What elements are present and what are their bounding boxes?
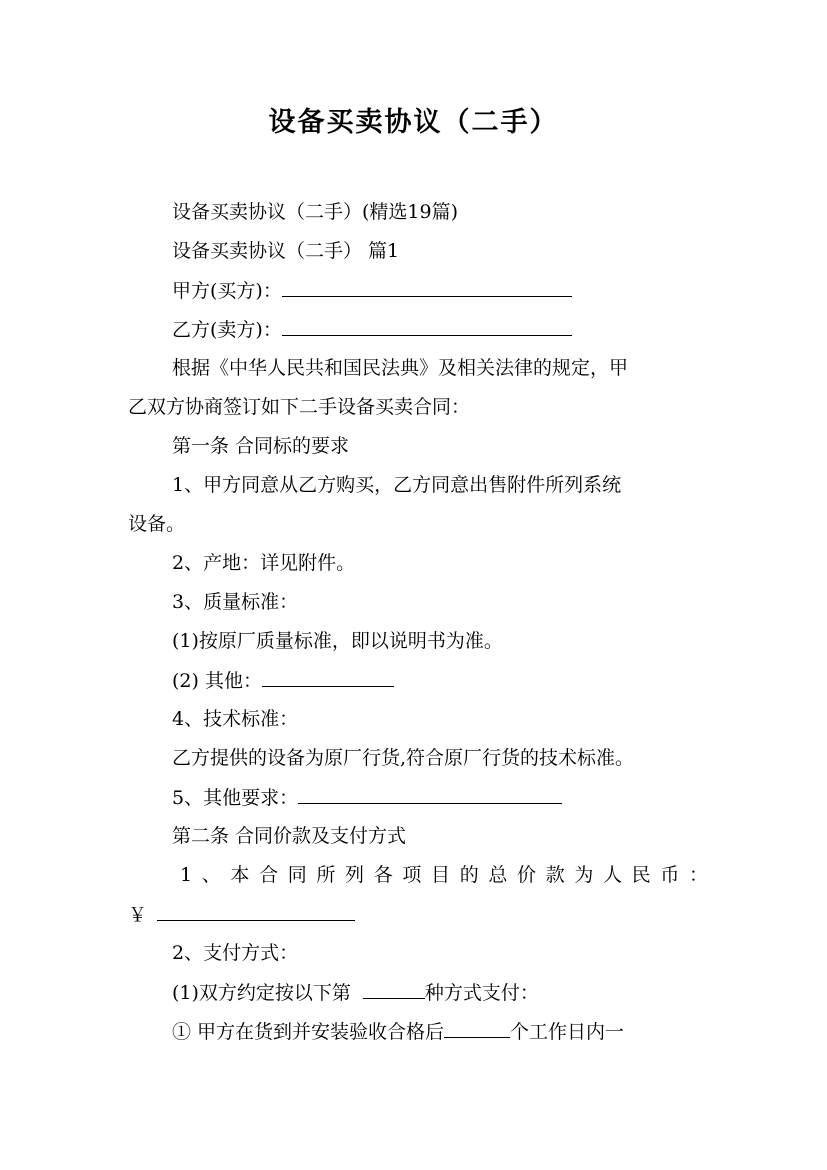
other-requirements-label: 5、其他要求： [172,787,299,809]
payment-term-suffix: 个工作日内一 [510,1021,625,1043]
paragraph-line: 乙双方协商签订如下二手设备买卖合同： [128,396,471,418]
other-standard-blank [262,668,394,687]
payment-term-blank [444,1019,510,1038]
currency-symbol: ￥ [128,904,148,926]
paragraph-line: 设备。 [128,513,186,535]
paragraph-line: 乙方提供的设备为原厂行货,符合原厂行货的技术标准。 [172,747,635,769]
paragraph-line: 2、产地：详见附件。 [172,552,356,574]
paragraph-line: 1、本合同所列各项目的总价款为人民币： [180,864,708,886]
paragraph-line: 2、支付方式： [172,942,299,964]
paragraph-line: (1)按原厂质量标准，即以说明书为准。 [172,630,503,652]
article-heading: 第二条 合同价款及支付方式 [172,825,407,847]
total-price-blank [157,902,355,921]
payment-method-suffix: 种方式支付： [424,982,539,1004]
paragraph-line: 4、技术标准： [172,708,299,730]
party-a-line [128,278,752,303]
paragraph-line: 1、甲方同意从乙方购买，乙方同意出售附件所列系统 [172,474,622,496]
paragraph-line: 3、质量标准： [172,591,299,613]
party-a-blank [282,278,572,297]
paragraph-line: 根据《中华人民共和国民法典》及相关法律的规定，甲 [172,357,629,379]
party-b-blank [282,317,572,336]
party-b-line [128,317,752,342]
total-price-line [128,902,708,927]
payment-method-line [128,980,752,1005]
other-requirements-line [128,785,752,810]
party-a-label: 甲方(买方)： [172,280,282,302]
payment-method-label: (1)双方约定按以下第 [172,982,351,1004]
other-requirements-blank [298,785,562,804]
payment-term-label: ① 甲方在货到并安装验收合格后 [172,1021,445,1043]
other-standard-line [128,668,752,693]
section-heading: 设备买卖协议（二手） 篇1 [172,240,400,262]
article-heading: 第一条 合同标的要求 [172,435,350,457]
payment-method-blank [363,980,425,999]
other-standard-label: (2) 其他： [172,670,262,692]
payment-term-line [128,1019,752,1044]
subtitle-line: 设备买卖协议（二手）(精选19篇) [172,201,459,223]
party-b-label: 乙方(卖方)： [172,319,282,341]
document-title: 设备买卖协议（二手） [268,107,559,138]
